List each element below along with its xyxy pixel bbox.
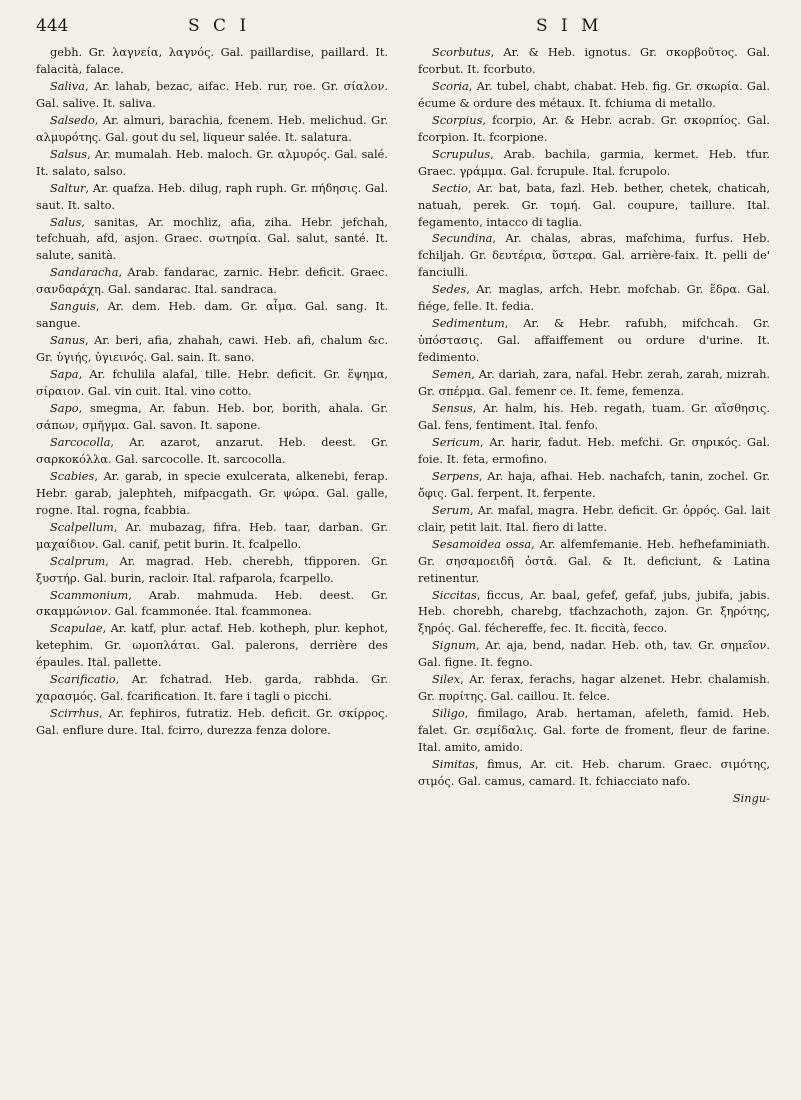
dictionary-entry <box>36 264 388 298</box>
dictionary-entry <box>418 78 770 112</box>
entry-text: , Ar. haja, afhai. Heb. nachafch, tanin, zochel. Gr. ὄφις. Gal. ferpent. It. ferpente. <box>418 468 770 500</box>
dictionary-entry <box>418 434 770 468</box>
entry-headword: Sanguis <box>50 299 96 314</box>
entry-headword: Siccitas <box>432 587 477 602</box>
entry-text: , Ar. alfemfemanie. Heb. hefhefaminiath. Gr. σησαμοειδῆ ὀστᾶ. Gal. & It. deficiunt, & Latina retinentur. <box>418 536 770 585</box>
dictionary-entry <box>418 705 770 756</box>
entry-headword: Scalpellum <box>50 519 114 534</box>
dictionary-entry <box>36 620 388 671</box>
entry-headword: Sensus <box>432 401 473 416</box>
entry-headword: Serpens <box>432 468 480 483</box>
entry-headword: Scirrhus <box>50 706 100 721</box>
dictionary-entry <box>36 468 388 519</box>
dictionary-entry <box>418 536 770 587</box>
entry-headword: Serum <box>432 502 470 517</box>
entry-headword: Sericum <box>432 434 480 449</box>
dictionary-entry <box>418 180 770 231</box>
dictionary-entry <box>418 587 770 638</box>
entry-text: , fimus, Ar. cit. Heb. charum. Graec. σιμότης, σιμός. Gal. camus, camard. It. fchiacciato nafo. <box>418 757 770 788</box>
dictionary-entry <box>418 671 770 705</box>
entry-headword: Secundina <box>432 231 493 246</box>
dictionary-entry <box>36 434 388 468</box>
entry-text: , Arab. bachila, garmia, kermet. Heb. tfur. Graec. γράμμα. Gal. fcrupule. Ital. fcrupolo. <box>418 146 770 178</box>
catchword: Singu- <box>732 790 770 805</box>
entry-text: , Ar. almuri, barachia, fcenem. Heb. melichud. Gr. αλμυρότης. Gal. gout du sel, liqueur salée. It. salatura. <box>36 112 388 144</box>
dictionary-entry <box>36 78 388 112</box>
entry-text: , Ar. aja, bend, nadar. Heb. oth, tav. Gr. σημεῖον. Gal. figne. It. fegno. <box>418 638 770 670</box>
dictionary-entry <box>418 44 770 78</box>
dictionary-entry <box>418 756 770 790</box>
entry-headword: Sanus <box>50 333 85 348</box>
entry-text: , Ar. halm, his. Heb. regath, tuam. Gr. αἴσθησις. Gal. fens, fentiment. Ital. fenfo. <box>418 401 770 432</box>
entry-headword: Salsedo <box>50 112 95 127</box>
entry-headword: Scorbutus <box>432 45 491 59</box>
entry-headword: Scrupulus <box>432 146 491 161</box>
right-column <box>418 44 770 1094</box>
dictionary-entry <box>36 332 388 366</box>
entry-headword: Sesamoidea ossa <box>432 536 532 551</box>
entry-text: , Arab. mahmuda. Heb. deest. Gr. σκαμμώνιον. Gal. fcammonée. Ital. fcammonea. <box>36 587 388 619</box>
entry-text: , Ar. ferax, ferachs, hagar alzenet. Hebr. chalamish. Gr. πυρίτης. Gal. caillou. It. felce. <box>418 672 770 704</box>
dictionary-entry <box>418 281 770 315</box>
entry-headword: Siligo <box>432 706 465 721</box>
entry-text: , Ar. magrad. Heb. cherebh, tfipporen. Gr. ξυστήρ. Gal. burin, racloir. Ital. rafparola, fcarpello. <box>36 553 388 585</box>
entry-headword: Sedes <box>432 282 467 297</box>
entry-headword: Saltur <box>50 180 86 195</box>
entry-text: , smegma, Ar. fabun. Heb. bor, borith, ahala. Gr. σάπων, σμῆγμα. Gal. savon. It. sapone. <box>36 401 388 432</box>
entry-headword: Scoria <box>432 78 469 93</box>
entry-headword: Saliva <box>50 78 85 93</box>
dictionary-entry <box>36 214 388 265</box>
entry-headword: Sedimentum <box>432 316 505 331</box>
dictionary-entry <box>36 553 388 587</box>
dictionary-entry <box>418 366 770 400</box>
dictionary-entry <box>418 315 770 366</box>
page-number: 444 <box>36 16 69 36</box>
dictionary-entry <box>36 180 388 214</box>
dictionary-entry <box>418 112 770 146</box>
entry-headword: Sapo <box>50 401 79 416</box>
entry-text: , Ar. katf, plur. actaf. Heb. kotheph, plur. kephot, ketephim. Gr. ωμοπλάται. Gal. palerons, derrière des épaules. Ital. pallette. <box>36 621 388 670</box>
dictionary-entry <box>36 366 388 400</box>
entry-headword: Salsus <box>50 146 88 161</box>
dictionary-entry <box>418 468 770 502</box>
running-header <box>36 16 765 42</box>
entry-text: , Arab. fandarac, zarnic. Hebr. deficit. Graec. σανδαράχη. Gal. sandarac. Ital. sandraca. <box>36 265 388 297</box>
entry-text: gebh. Gr. λαγνεία, λαγνός. Gal. paillardise, paillard. It. falacità, falace. <box>36 45 388 76</box>
dictionary-entry <box>36 671 388 705</box>
right-running-head: S I M <box>536 16 603 36</box>
dictionary-entry <box>36 587 388 621</box>
entry-headword: Sandaracha <box>50 265 119 280</box>
entry-text: , Ar. bat, bata, fazl. Heb. bether, chetek, chaticah, natuah, perek. Gr. τομή. Gal. coupure, taillure. Ital. fegamento, intacco di taglia. <box>418 180 770 229</box>
left-running-head: S C I <box>188 16 251 36</box>
entry-text: , Ar. fchatrad. Heb. garda, rabhda. Gr. χαρασμός. Gal. fcarification. It. fare i tagli o picchi. <box>36 672 388 704</box>
entry-text: , Ar. harir, fadut. Heb. mefchi. Gr. σηρικός. Gal. foie. It. feta, ermofino. <box>418 434 770 466</box>
left-column <box>36 44 388 1094</box>
entry-headword: Scorpius <box>432 112 483 127</box>
entry-headword: Semen <box>432 367 472 382</box>
entry-text: , Ar. mubazag, fifra. Heb. taar, darban. Gr. μαχαίδιον. Gal. canif, petit burin. It. fcalpello. <box>36 519 388 551</box>
dictionary-entry <box>418 502 770 536</box>
entry-headword: Sapa <box>50 367 79 382</box>
dictionary-entry <box>36 705 388 739</box>
entry-headword: Scapulae <box>50 621 103 636</box>
dictionary-entry <box>418 400 770 434</box>
entry-text: , Ar. & Hebr. rafubh, mifchcah. Gr. ὑπόστασις. Gal. affaiffement ou ordure d'urine. It. fedimento. <box>418 316 770 365</box>
entry-text: , Ar. lahab, bezac, aifac. Heb. rur, roe. Gr. σίαλον. Gal. salive. It. saliva. <box>36 78 388 110</box>
entry-headword: Scarificatio <box>50 672 116 687</box>
entry-text: , Ar. & Heb. ignotus. Gr. σκορβοῦτος. Gal. fcorbut. It. fcorbuto. <box>418 45 770 76</box>
dictionary-entry <box>36 44 388 78</box>
entry-text: , fcorpio, Ar. & Hebr. acrab. Gr. σκορπίος. Gal. fcorpion. It. fcorpione. <box>418 112 770 144</box>
entry-text: , Ar. fchulila alafal, tille. Hebr. deficit. Gr. ἕψημα, σίραιον. Gal. vin cuit. Ital. vino cotto. <box>36 367 388 399</box>
entry-headword: Scalprum <box>50 553 106 568</box>
entry-text: , fimilago, Arab. hertaman, afeleth, famid. Heb. falet. Gr. σεμίδαλις. Gal. forte de froment, fleur de farine. Ital. amito, amido. <box>418 706 770 755</box>
entry-headword: Signum <box>432 638 477 653</box>
dictionary-entry <box>418 637 770 671</box>
entry-headword: Sectio <box>432 180 468 195</box>
entry-text: , Ar. azarot, anzarut. Heb. deest. Gr. σαρκοκόλλα. Gal. sarcocolle. It. sarcocolla. <box>36 434 388 466</box>
dictionary-entry <box>36 519 388 553</box>
entry-text: , Ar. dem. Heb. dam. Gr. αἷμα. Gal. sang. It. sangue. <box>36 299 388 331</box>
entry-headword: Scabies <box>50 468 95 483</box>
entry-headword: Simitas <box>432 757 475 772</box>
dictionary-entry <box>36 400 388 434</box>
entry-text: , Ar. beri, afia, zhahah, cawi. Heb. afi, chalum &c. Gr. ὑγιής, ὑγιεινός. Gal. sain. It. sano. <box>36 333 388 365</box>
entry-text: , Ar. mafal, magra. Hebr. deficit. Gr. ὀρρός. Gal. lait clair, petit lait. Ital. fiero di latte. <box>418 502 770 534</box>
entry-text: , Ar. chalas, abras, mafchima, furfus. Heb. fchiljah. Gr. δευτέρια, ὕστερα. Gal. arrière-faix. It. pelli de' fanciulli. <box>418 231 770 280</box>
entry-headword: Silex <box>432 672 461 687</box>
entry-headword: Salus <box>50 214 82 229</box>
entry-text: , Ar. dariah, zara, nafal. Hebr. zerah, zarah, mizrah. Gr. σπέρμα. Gal. femenr ce. It. feme, femenza. <box>418 367 770 399</box>
entry-headword: Sarcocolla <box>50 434 111 449</box>
entry-text: , Ar. quafza. Heb. dilug, raph ruph. Gr. πήδησις. Gal. saut. It. salto. <box>36 180 388 212</box>
entry-text: , Ar. mumalah. Heb. maloch. Gr. αλμυρός. Gal. salé. It. salato, salso. <box>36 146 388 178</box>
dictionary-entry <box>418 230 770 281</box>
dictionary-entry <box>36 112 388 146</box>
dictionary-entry <box>36 298 388 332</box>
entry-text: , Ar. tubel, chabt, chabat. Heb. fig. Gr. σκωρία. Gal. écume & ordure des métaux. It. fchiuma di metallo. <box>418 78 770 110</box>
dictionary-entry <box>36 146 388 180</box>
entry-text: , Ar. garab, in specie exulcerata, alkenebi, ferap. Hebr. garab, jalephteh, mifpacgath. Gr. ψώρα. Gal. galle, rogne. Ital. rogna, fcabbia. <box>36 468 388 517</box>
entry-text: , ficcus, Ar. baal, gefef, gefaf, jubs, jubifa, jabis. Heb. chorebh, charebg, tfachzachoth, zajon. Gr. ξηρότης, ξηρός. Gal. féchereffe, fec. It. ficcità, fecco. <box>418 587 770 636</box>
entry-text: , sanitas, Ar. mochliz, afia, ziha. Hebr. jefchah, tefchuah, afd, asjon. Graec. σωτηρία. Gal. salut, santé. It. salute, sanità. <box>36 214 388 263</box>
entry-text: , Ar. maglas, arfch. Hebr. mofchab. Gr. ἕδρα. Gal. fiége, felle. It. fedia. <box>418 282 770 314</box>
entry-text: , Ar. fephiros, futratiz. Heb. deficit. Gr. σκίρρος. Gal. enflure dure. Ital. fcirro, durezza fenza dolore. <box>36 706 388 738</box>
dictionary-entry <box>418 146 770 180</box>
entry-headword: Scammonium <box>50 587 129 602</box>
